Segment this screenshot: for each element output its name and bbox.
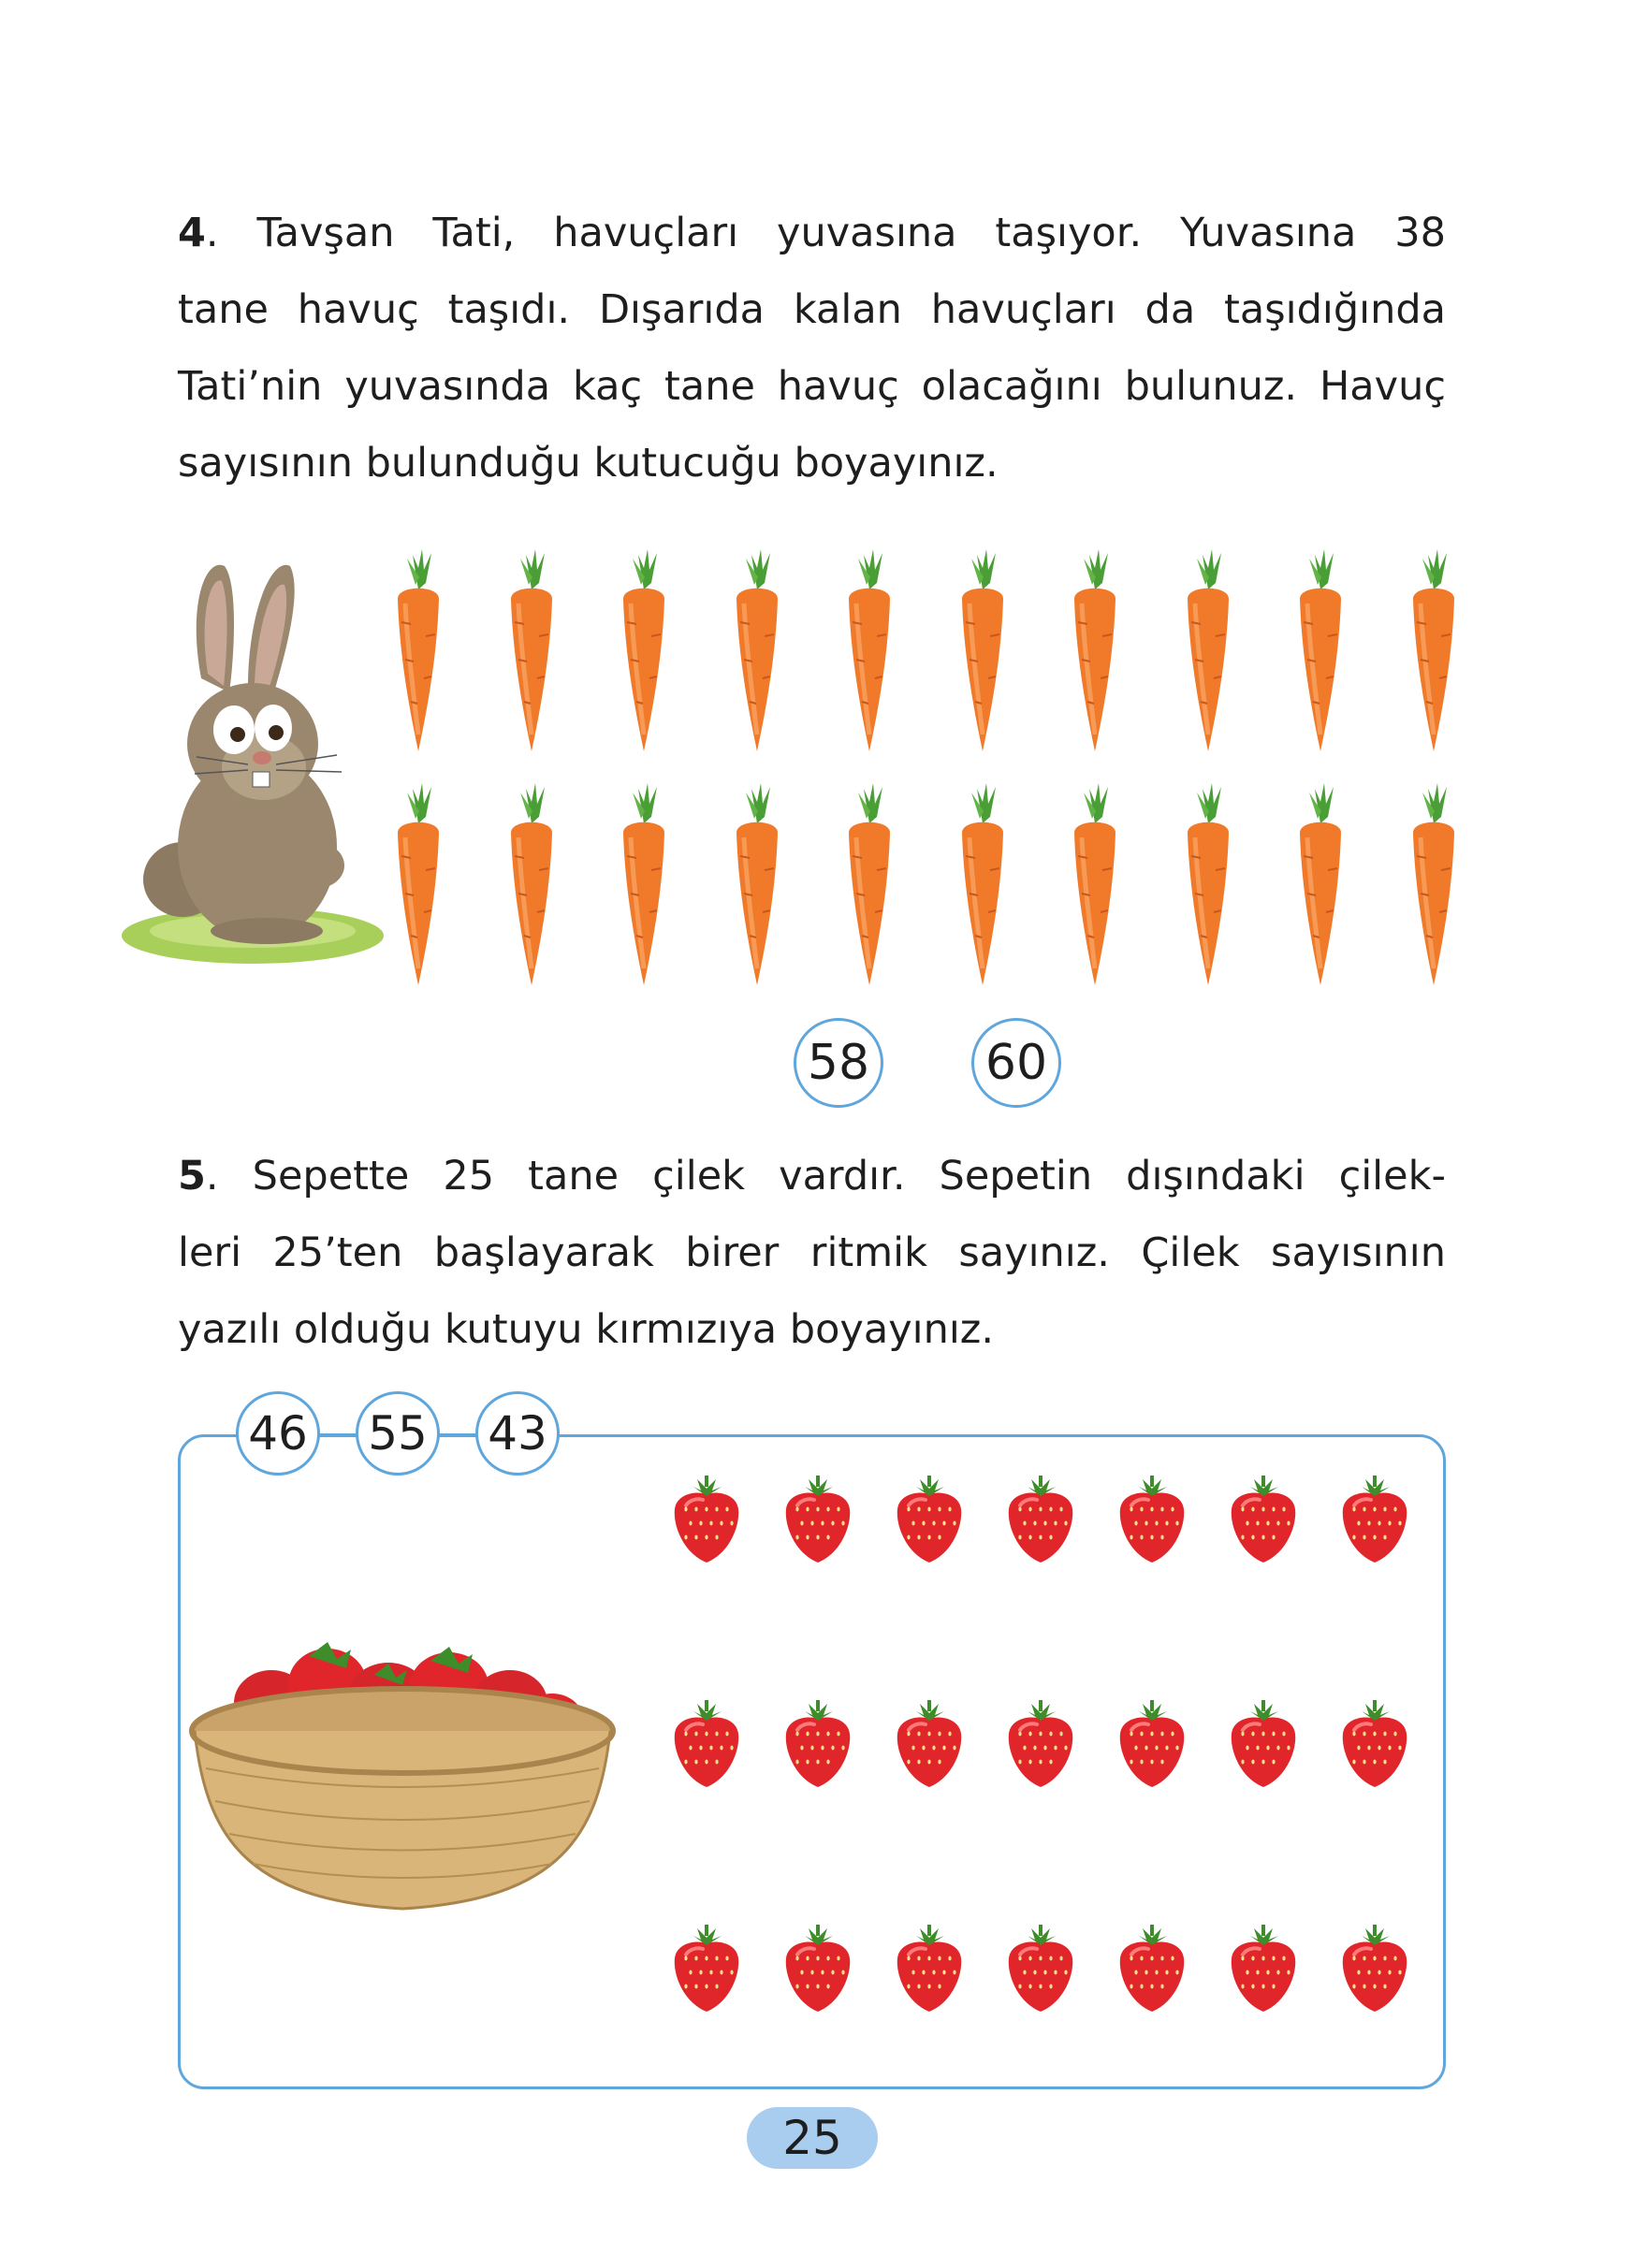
strawberry-icon	[892, 1474, 967, 1567]
strawberry-icon	[1003, 1474, 1078, 1567]
answer-circles	[236, 1391, 573, 1485]
strawberry-icon	[1226, 1698, 1301, 1792]
carrot-icon	[839, 781, 899, 987]
strawberry-icon	[1003, 1698, 1078, 1792]
carrot-icon	[502, 547, 561, 753]
strawberry-icon	[1226, 1474, 1301, 1567]
option-58[interactable]: 58	[794, 1018, 883, 1108]
strawberry-icon	[1337, 1923, 1412, 2016]
strawberry-icon	[1337, 1698, 1412, 1792]
carrot-icon	[1404, 547, 1464, 753]
question-5-line-3: yazılı olduğu kutuyu kırmızıya boyayınız.	[178, 1306, 995, 1353]
carrot-icon	[953, 547, 1013, 753]
option-55[interactable]: 55	[356, 1391, 440, 1476]
carrot-icon	[1290, 547, 1350, 753]
carrot-icon	[388, 547, 448, 753]
question-5-number: 5	[178, 1153, 206, 1199]
strawberry-icon	[780, 1698, 855, 1792]
question-5-text	[178, 1138, 1446, 1368]
carrot-icon	[1290, 781, 1350, 987]
option-43[interactable]: 43	[475, 1391, 560, 1476]
carrot-icon	[1065, 781, 1125, 987]
strawberry-icon	[1115, 1474, 1189, 1567]
option-60[interactable]: 60	[971, 1018, 1061, 1108]
question-4-line-4: sayısının bulunduğu kutucuğu boyayınız.	[178, 440, 999, 487]
carrot-icon	[839, 547, 899, 753]
carrot-icon	[953, 781, 1013, 987]
carrot-icon	[614, 781, 674, 987]
strawberry-icon	[1337, 1474, 1412, 1567]
strawberry-icon	[1115, 1698, 1189, 1792]
rabbit-illustration	[112, 547, 393, 973]
carrot-icon	[1404, 781, 1464, 987]
carrot-icon	[614, 547, 674, 753]
carrot-icon	[727, 781, 787, 987]
carrot-icon	[1065, 547, 1125, 753]
carrot-icon	[727, 547, 787, 753]
page-number: 25	[747, 2107, 878, 2169]
strawberry-icon	[1115, 1923, 1189, 2016]
strawberry-icon	[669, 1923, 744, 2016]
strawberry-icon	[780, 1923, 855, 2016]
strawberry-icon	[669, 1698, 744, 1792]
carrot-icon	[502, 781, 561, 987]
strawberry-icon	[892, 1698, 967, 1792]
carrot-icon	[388, 781, 448, 987]
question-4-line-2: tane havuç taşıdı. Dışarıda kalan havuçları da taşıdığında	[178, 286, 1446, 333]
question-4-line-3: Tati’nin yuvasında kaç tane havuç olacağını bulunuz. Havuç	[178, 363, 1446, 410]
strawberry-icon	[892, 1923, 967, 2016]
strawberry-grid	[669, 1474, 1436, 2035]
strawberry-icon	[1226, 1923, 1301, 2016]
question-5-line-1: 5. Sepette 25 tane çilek vardır. Sepetin dışındaki çilek-	[178, 1153, 1446, 1199]
carrot-grid	[388, 547, 1465, 987]
carrot-icon	[1178, 781, 1238, 987]
strawberry-icon	[669, 1474, 744, 1567]
question-5-line-2: leri 25’ten başlayarak birer ritmik sayınız. Çilek sayısının	[178, 1229, 1446, 1276]
carrot-icon	[1178, 547, 1238, 753]
question-4-line-1: 4. Tavşan Tati, havuçları yuvasına taşıyor. Yuvasına 38	[178, 210, 1446, 256]
option-46[interactable]: 46	[236, 1391, 320, 1476]
question-4-text	[178, 195, 1446, 502]
strawberry-icon	[780, 1474, 855, 1567]
strawberry-icon	[1003, 1923, 1078, 2016]
question-4-number: 4	[178, 210, 206, 256]
basket-illustration	[187, 1619, 618, 1937]
